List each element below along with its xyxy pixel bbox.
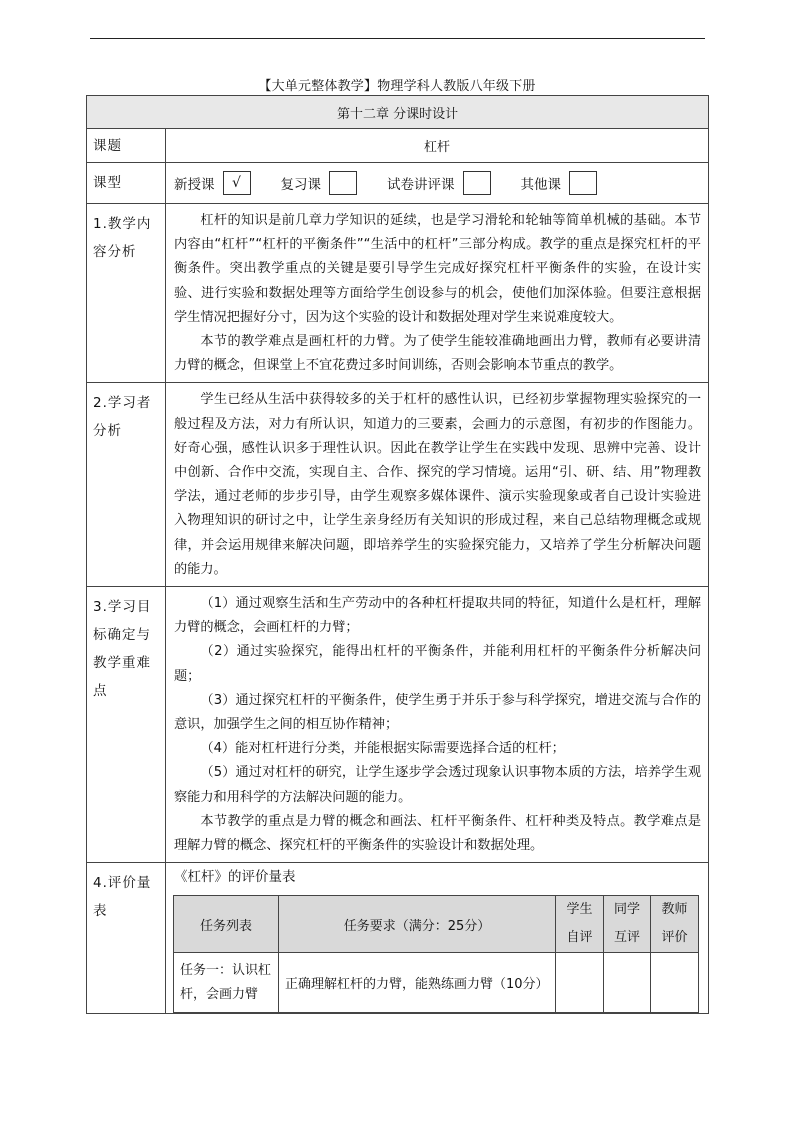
table-row [174,953,699,1013]
section3-paragraph: （1）通过观察生活和生产劳动中的各种杠杆提取共同的特征，知道什么是杠杆，理解力臂的概念，会画杠杆的力臂； [174,596,702,636]
section3-paragraph: （2）通过实验探究，能得出杠杆的平衡条件，并能利用杠杆的平衡条件分析解决问题； [174,644,702,684]
teacher-eval-cell[interactable] [651,953,699,1013]
section2-paragraph: 学生已经从生活中获得较多的关于杠杆的感性认识，已经初步掌握物理实验探究的一般过程及方法，对力有所认识，知道力的三要素，会画力的示意图，有初步的作图能力。好奇心强，感性认识多于理性认识。因此在教学让学生在实践中发现、思辨中完善、设计中创新、合作中交流，实现自主、合作、探究的学习情境。运用“引、研、结、用”物理教学法，通过老师的步步引导，由学生观察多媒体课件、演示实验现象或者自己设计实验进入物理知识的研讨之中，让学生亲身经历有关知识的形成过程，来自己总结物理概念或规律，并会运用规律来解决问题，即培养学生的实验探究能力，又培养了学生分析解决问题的能力。 [174,392,702,577]
section2-label: 2.学习者分析 [87,383,166,587]
evaluation-table-title: 《杠杆》的评价量表 [174,869,296,886]
lesson-type-other-checkbox[interactable] [569,171,597,195]
section4-content [166,863,709,1014]
header-teacher-eval-line2: 评价 [661,930,688,946]
topic-label: 课题 [87,129,166,163]
peer-eval-cell[interactable] [604,953,651,1013]
section1-label: 1.教学内容分析 [87,204,166,383]
header-self-eval [556,896,604,953]
document-header: 【大单元整体教学】物理学科人教版八年级下册 [258,79,536,94]
lesson-type-review[interactable] [281,171,358,195]
evaluation-table [173,895,699,1013]
lesson-type-exam-review-label: 试卷讲评课 [387,177,455,193]
lesson-type-other-label: 其他课 [520,177,561,193]
lesson-type-options [166,163,709,204]
self-eval-cell[interactable] [556,953,604,1013]
section1-paragraph: 杠杆的知识是前几章力学知识的延续，也是学习滑轮和轮轴等简单机械的基础。本节内容由“杠杆”“杠杆的平衡条件”“生活中的杠杆”三部分构成。教学的重点是探究杠杆的平衡条件。突出教学重点的关键是要引导学生完成好探究杠杆平衡条件的实验，在设计实验、进行实验和数据处理等方面给学生创设参与的机会，使他们加深体验。但要注意根据学生情况把握好分寸，因为这个实验的设计和数据处理对学生来说难度较大。 [174,213,702,325]
lesson-type-exam-review-checkbox[interactable] [463,171,491,195]
lesson-design-table [86,95,709,1014]
header-peer-eval-line2: 互评 [613,930,640,946]
section4-label: 4.评价量表 [87,863,166,1014]
task-cell: 任务一：认识杠杆，会画力臂 [174,953,279,1013]
header-self-eval-line2: 自评 [566,930,593,946]
section3-label: 3.学习目标确定与教学重难点 [87,587,166,863]
section1-paragraph: 本节的教学难点是画杠杆的力臂。为了使学生能较准确地画出力臂，教师有必要讲清力臂的概念，但课堂上不宜花费过多时间训练，否则会影响本节重点的教学。 [174,334,702,374]
section1-content [166,204,709,383]
header-requirement: 任务要求（满分：25分） [279,896,556,953]
section3-content [166,587,709,863]
lesson-type-label: 课型 [87,163,166,204]
section2-content [166,383,709,587]
lesson-type-review-label: 复习课 [280,177,321,193]
lesson-type-new-label: 新授课 [174,177,215,193]
section3-paragraph: （3）通过探究杠杆的平衡条件，使学生勇于并乐于参与科学探究，增进交流与合作的意识，加强学生之间的相互协作精神； [174,692,702,733]
lesson-type-new[interactable] [174,171,251,195]
section3-paragraph: （4）能对杠杆进行分类，并能根据实际需要选择合适的杠杆； [200,741,565,757]
header-peer-eval [604,896,651,953]
lesson-type-other[interactable] [521,171,598,195]
lesson-type-review-checkbox[interactable] [329,171,357,195]
top-rule [90,38,705,39]
section3-paragraph: （5）通过对杠杆的研究，让学生逐步学会透过现象认识事物本质的方法，培养学生观察能力和用科学的方法解决问题的能力。 [174,765,702,805]
chapter-title: 第十二章 分课时设计 [87,96,709,129]
header-teacher-eval-line1: 教师 [661,902,688,918]
topic-value: 杠杆 [166,129,709,163]
lesson-type-exam-review[interactable] [387,171,491,195]
header-peer-eval-line1: 同学 [613,902,640,918]
header-task: 任务列表 [174,896,279,953]
section3-paragraph: 本节教学的重点是力臂的概念和画法、杠杆平衡条件、杠杆种类及特点。教学难点是理解力臂的概念、探究杠杆的平衡条件的实验设计和数据处理。 [174,813,702,854]
requirement-cell: 正确理解杠杆的力臂，能熟练画力臂（10分） [279,953,556,1013]
lesson-type-new-checkbox[interactable]: √ [223,171,251,195]
header-teacher-eval [651,896,699,953]
header-self-eval-line1: 学生 [566,902,593,918]
